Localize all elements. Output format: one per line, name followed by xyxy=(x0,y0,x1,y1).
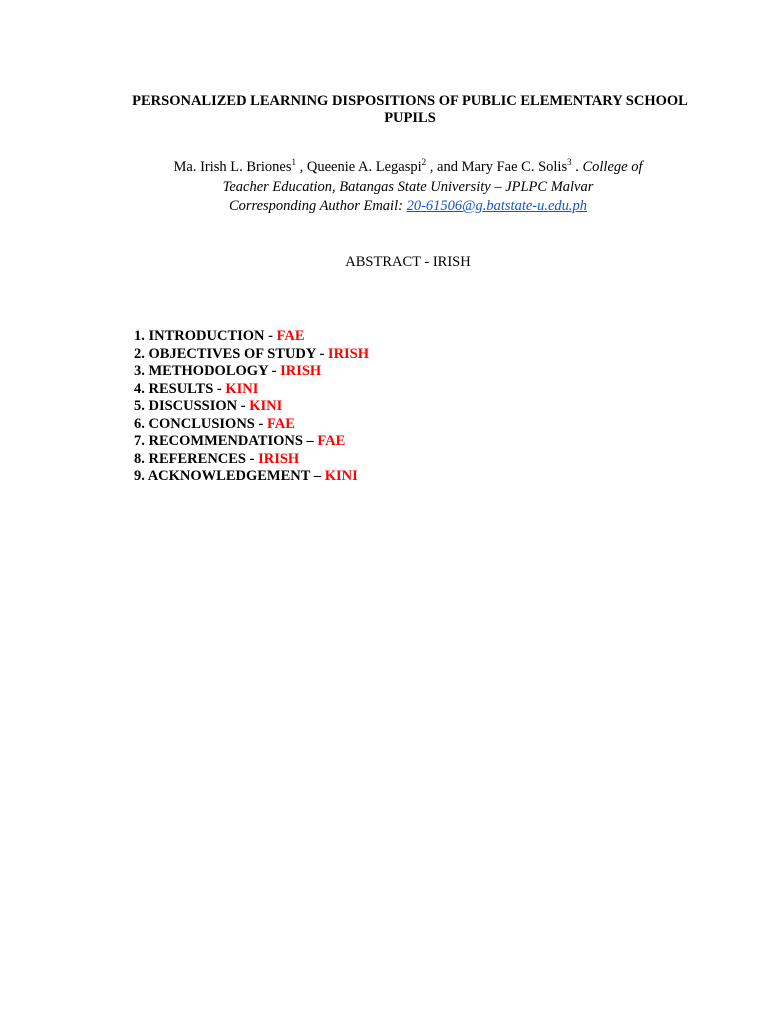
affiliation-line: Teacher Education, Batangas State University – JPLPC Malvar xyxy=(222,178,594,195)
section-item xyxy=(134,451,369,469)
email-line xyxy=(100,197,716,217)
section-item xyxy=(134,468,369,486)
author-affiliation-mark-3: 3 xyxy=(567,157,572,168)
section-item xyxy=(134,346,369,364)
abstract-heading: ABSTRACT - IRISH xyxy=(345,254,471,270)
section-assignee: KINI xyxy=(249,398,283,414)
section-label: 3. METHODOLOGY xyxy=(134,363,268,379)
section-item xyxy=(134,381,369,399)
section-label: 1. INTRODUCTION xyxy=(134,328,265,344)
section-list xyxy=(134,328,369,486)
section-separator: – xyxy=(302,433,318,449)
paper-title-line-2: PUPILS xyxy=(384,110,436,126)
email-link[interactable]: 20-61506@g.batstate-u.edu.ph xyxy=(406,198,588,214)
section-separator: - xyxy=(264,328,277,344)
section-separator: - xyxy=(315,345,328,362)
section-assignee: FAE xyxy=(266,415,295,432)
author-affiliation-mark-1: 1 xyxy=(291,157,296,168)
section-label: 7. RECOMMENDATIONS xyxy=(134,433,303,449)
affiliation-part-1: College of xyxy=(582,159,643,175)
paper-title xyxy=(120,93,700,127)
author-name-1: Ma. Irish L. Briones xyxy=(173,159,292,175)
author-block xyxy=(100,158,716,217)
paper-title-line-1: PERSONALIZED LEARNING DISPOSITIONS OF PUBLIC ELEMENTARY SCHOOL xyxy=(132,93,688,109)
email-label: Corresponding Author Email: xyxy=(228,198,407,214)
section-item xyxy=(134,433,369,451)
section-separator: - xyxy=(213,380,226,397)
section-item xyxy=(134,363,369,381)
section-separator: - xyxy=(268,363,281,379)
section-separator: - xyxy=(246,450,259,467)
section-item xyxy=(134,328,369,346)
section-item xyxy=(134,398,369,416)
section-item xyxy=(134,416,369,434)
section-separator: - xyxy=(254,415,267,432)
section-label: 4. RESULTS xyxy=(134,380,214,397)
author-name-3: Mary Fae C. Solis xyxy=(461,159,568,175)
section-assignee: KINI xyxy=(324,468,358,484)
section-separator: – xyxy=(310,468,325,484)
section-assignee: IRISH xyxy=(258,450,300,467)
section-assignee: IRISH xyxy=(327,345,370,362)
author-separator-1: , xyxy=(296,159,307,175)
author-separator-2: , and xyxy=(426,159,462,175)
section-label: 2. OBJECTIVES OF STUDY xyxy=(134,345,316,362)
author-separator-3: . xyxy=(571,159,583,175)
section-assignee: FAE xyxy=(276,328,305,344)
section-label: 9. ACKNOWLEDGEMENT xyxy=(134,468,311,484)
author-name-2: Queenie A. Legaspi xyxy=(306,159,422,175)
section-separator: - xyxy=(237,398,250,414)
section-label: 5. DISCUSSION xyxy=(134,398,238,414)
section-assignee: IRISH xyxy=(280,363,322,379)
author-line xyxy=(100,158,716,178)
section-label: 8. REFERENCES xyxy=(134,450,246,467)
section-assignee: FAE xyxy=(317,433,346,449)
author-affiliation-mark-2: 2 xyxy=(421,157,427,168)
section-label: 6. CONCLUSIONS xyxy=(134,415,255,432)
section-assignee: KINI xyxy=(225,380,259,397)
